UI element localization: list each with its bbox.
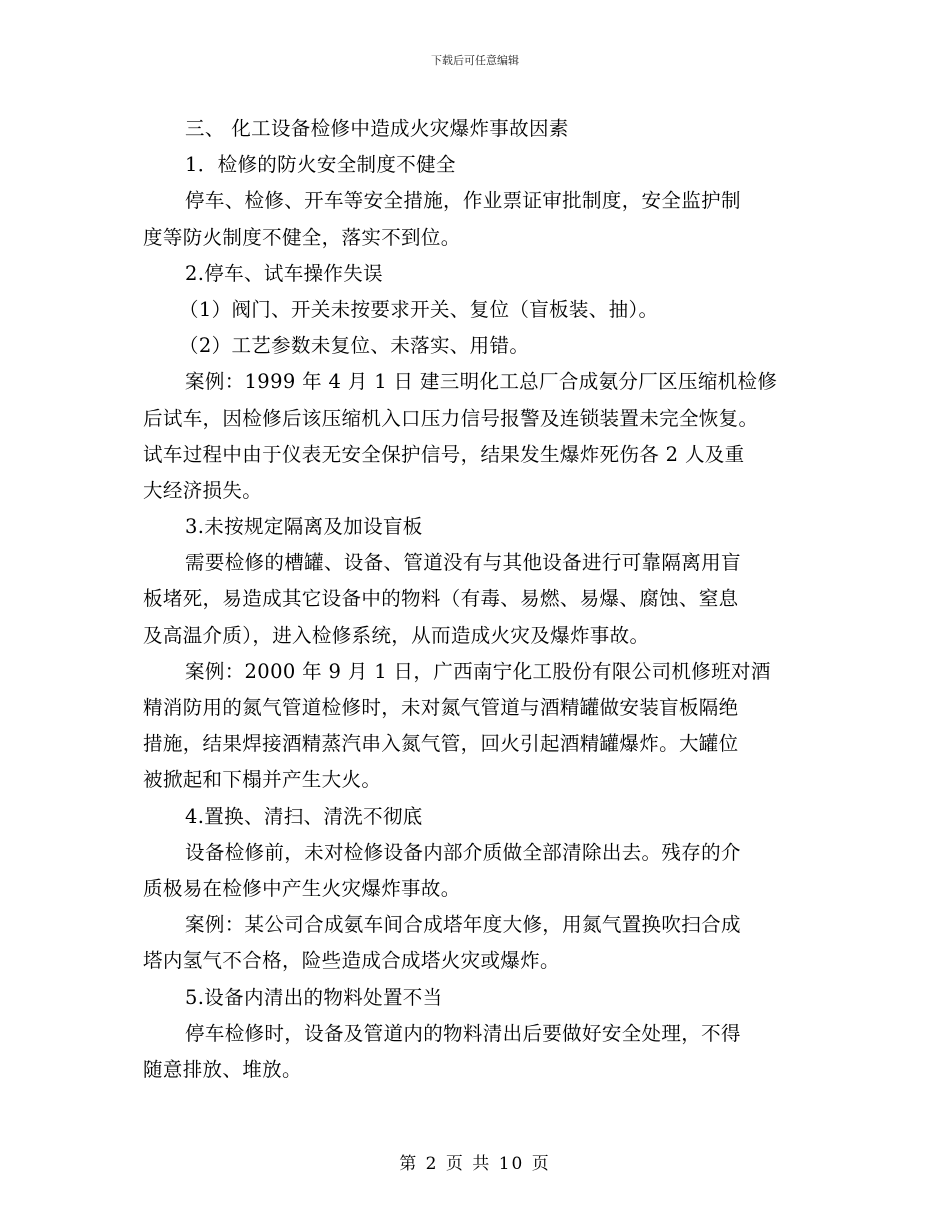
paragraph-line: 需要检修的槽罐、设备、管道没有与其他设备进行可靠隔离用盲 (185, 551, 741, 575)
paragraph-line: 试车过程中由于仪表无安全保护信号，结果发生爆炸死伤各 2 人及重 (143, 442, 745, 466)
paragraph-line: 停车、检修、开车等安全措施，作业票证审批制度，安全监护制 (185, 189, 741, 213)
paragraph-line: 随意排放、堆放。 (143, 1057, 302, 1081)
subheading-2: 2.停车、试车操作失误 (185, 261, 383, 285)
paragraph-line: 质极易在检修中产生火灾爆炸事故。 (143, 876, 461, 900)
paragraph-line: 设备检修前，未对检修设备内部介质做全部清除出去。残存的介 (185, 840, 741, 864)
list-item: （2）工艺参数未复位、未落实、用错。 (179, 334, 530, 358)
paragraph-line: 及高温介质），进入检修系统，从而造成火灾及爆炸事故。 (143, 623, 650, 647)
page-footer: 第 2 页 共 10 页 (399, 1154, 551, 1174)
paragraph-line: 被掀起和下榻并产生大火。 (143, 768, 382, 792)
paragraph-line: 板堵死，易造成其它设备中的物料（有毒、易燃、易爆、腐蚀、窒息 (143, 587, 739, 611)
subheading-1: 1．检修的防火安全制度不健全 (185, 153, 456, 177)
paragraph-line: 案例：1999 年 4 月 1 日 建三明化工总厂合成氨分厂区压缩机检修 (185, 370, 778, 394)
paragraph-line: 停车检修时，设备及管道内的物料清出后要做好安全处理，不得 (185, 1021, 741, 1045)
paragraph-line: 度等防火制度不健全，落实不到位。 (143, 225, 461, 249)
document-body (143, 111, 803, 1088)
paragraph-line: 大经济损失。 (143, 478, 263, 502)
paragraph-line: 案例：2000 年 9 月 1 日，广西南宁化工股份有限公司机修班对酒 (185, 659, 771, 683)
page-header: 下载后可任意编辑 (431, 54, 519, 67)
subheading-4: 4.置换、清扫、清洗不彻底 (185, 804, 423, 828)
section-heading: 三、 化工设备检修中造成火灾爆炸事故因素 (185, 117, 569, 140)
paragraph-line: 后试车，因检修后该压缩机入口压力信号报警及连锁装置未完全恢复。 (143, 406, 759, 430)
paragraph-line: 案例：某公司合成氨车间合成塔年度大修，用氮气置换吹扫合成 (185, 913, 741, 937)
list-item: （1）阀门、开关未按要求开关、复位（盲板装、抽）。 (179, 297, 659, 321)
subheading-5: 5.设备内清出的物料处置不当 (185, 985, 443, 1009)
paragraph-line: 措施，结果焊接酒精蒸汽串入氮气管，回火引起酒精罐爆炸。大罐位 (143, 732, 739, 756)
subheading-3: 3.未按规定隔离及加设盲板 (185, 515, 423, 539)
paragraph-line: 精消防用的氮气管道检修时，未对氮气管道与酒精罐做安装盲板隔绝 (143, 696, 739, 719)
paragraph-line: 塔内氢气不合格，险些造成合成塔火灾或爆炸。 (143, 949, 560, 973)
